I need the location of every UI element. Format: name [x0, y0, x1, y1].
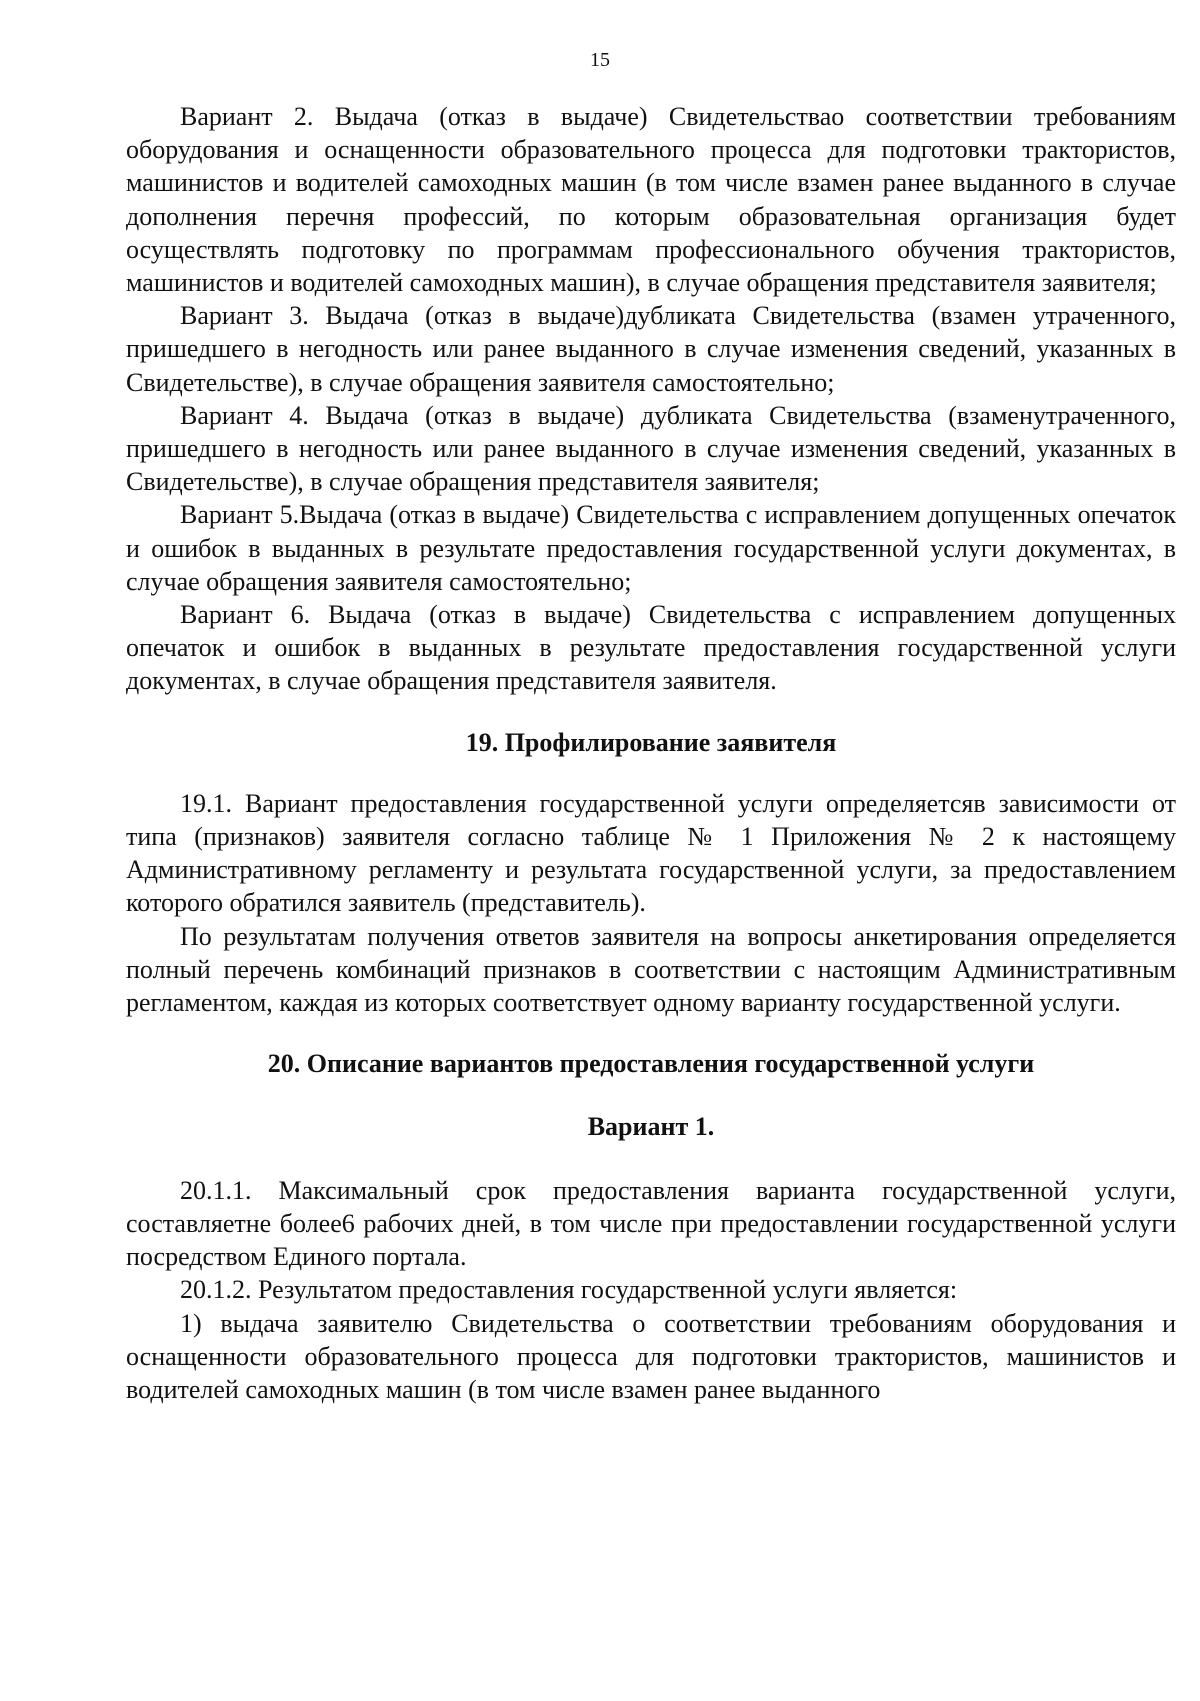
section-spacer: [126, 1019, 1176, 1047]
section-20-heading: 20. Описание вариантов предоставления государственной услуги: [267, 1049, 1035, 1079]
page-number: 15: [590, 49, 610, 71]
option-3-paragraph: Вариант 3. Выдача (отказ в выдаче)дубликата Свидетельства (взамен утраченного, пришедшего в негодность или ранее выданного в случае изменения сведений, указанных в Свидетельстве), в случае обращения заявителя самостоятельно;: [126, 301, 1176, 397]
option-4-paragraph: Вариант 4. Выдача (отказ в выдаче) дубликата Свидетельства (взаменутраченного, пришедшего в негодность или ранее выданного в случае изменения сведений, указанных в Свидетельстве), в случае обращения представителя заявителя;: [126, 400, 1176, 497]
section-spacer: [126, 1144, 1176, 1174]
option-6-paragraph: Вариант 6. Выдача (отказ в выдаче) Свидетельства с исправлением допущенных опечаток и ошибок в выданных в результате предоставления государственной услуги документах, в случае обращения представителя заявителя.: [126, 600, 1176, 696]
document-body: [126, 100, 1176, 1406]
section-spacer: [126, 759, 1176, 787]
option-5-paragraph: Вариант 5.Выдача (отказ в выдаче) Свидетельства с исправлением допущенных опечаток и ошибок в выданных в результате предоставления государственной услуги документах, в случае обращения заявителя самостоятельно;: [126, 500, 1176, 596]
section-19-paragraph-2: По результатам получения ответов заявителя на вопросы анкетирования определяется полный перечень комбинаций признаков в соответствии с настоящим Административным регламентом, каждая из которых соответствует одному варианту государственной услуги.: [126, 921, 1176, 1018]
variant-1-heading: Вариант 1.: [587, 1112, 715, 1142]
option-2-paragraph: Вариант 2. Выдача (отказ в выдаче) Свидетельствао соответствии требованиям оборудования и оснащенности образовательного процесса для подготовки трактористов, машинистов и водителей самоходных машин (в том числе взамен ранее выданного в случае дополнения перечня профессий, по которым образовательная организация будет осуществлять подготовку по программам профессионального обучения трактористов, машинистов и водителей самоходных машин), в случае обращения представителя заявителя;: [126, 102, 1176, 298]
section-20-paragraph-1: 20.1.1. Максимальный срок предоставления варианта государственной услуги, составляетне более6 рабочих дней, в том числе при предоставлении государственной услуги посредством Единого портала.: [126, 1175, 1176, 1272]
section-20-paragraph-2: 20.1.2. Результатом предоставления государственной услуги является:: [180, 1275, 958, 1305]
section-19-paragraph-1: 19.1. Вариант предоставления государственной услуги определяетсяв зависимости от типа (признаков) заявителя согласно таблице № 1 Приложения № 2 к настоящему Административному регламенту и результата государственной услуги, за предоставлением которого обратился заявитель (представитель).: [126, 788, 1176, 918]
section-20-paragraph-3: 1) выдача заявителю Свидетельства о соответствии требованиям оборудования и оснащенности образовательного процесса для подготовки трактористов, машинистов и водителей самоходных машин (в том числе взамен ранее выданного: [126, 1308, 1176, 1404]
section-spacer: [126, 698, 1176, 726]
section-19-heading: 19. Профилирование заявителя: [465, 727, 837, 757]
section-spacer: [126, 1080, 1176, 1110]
